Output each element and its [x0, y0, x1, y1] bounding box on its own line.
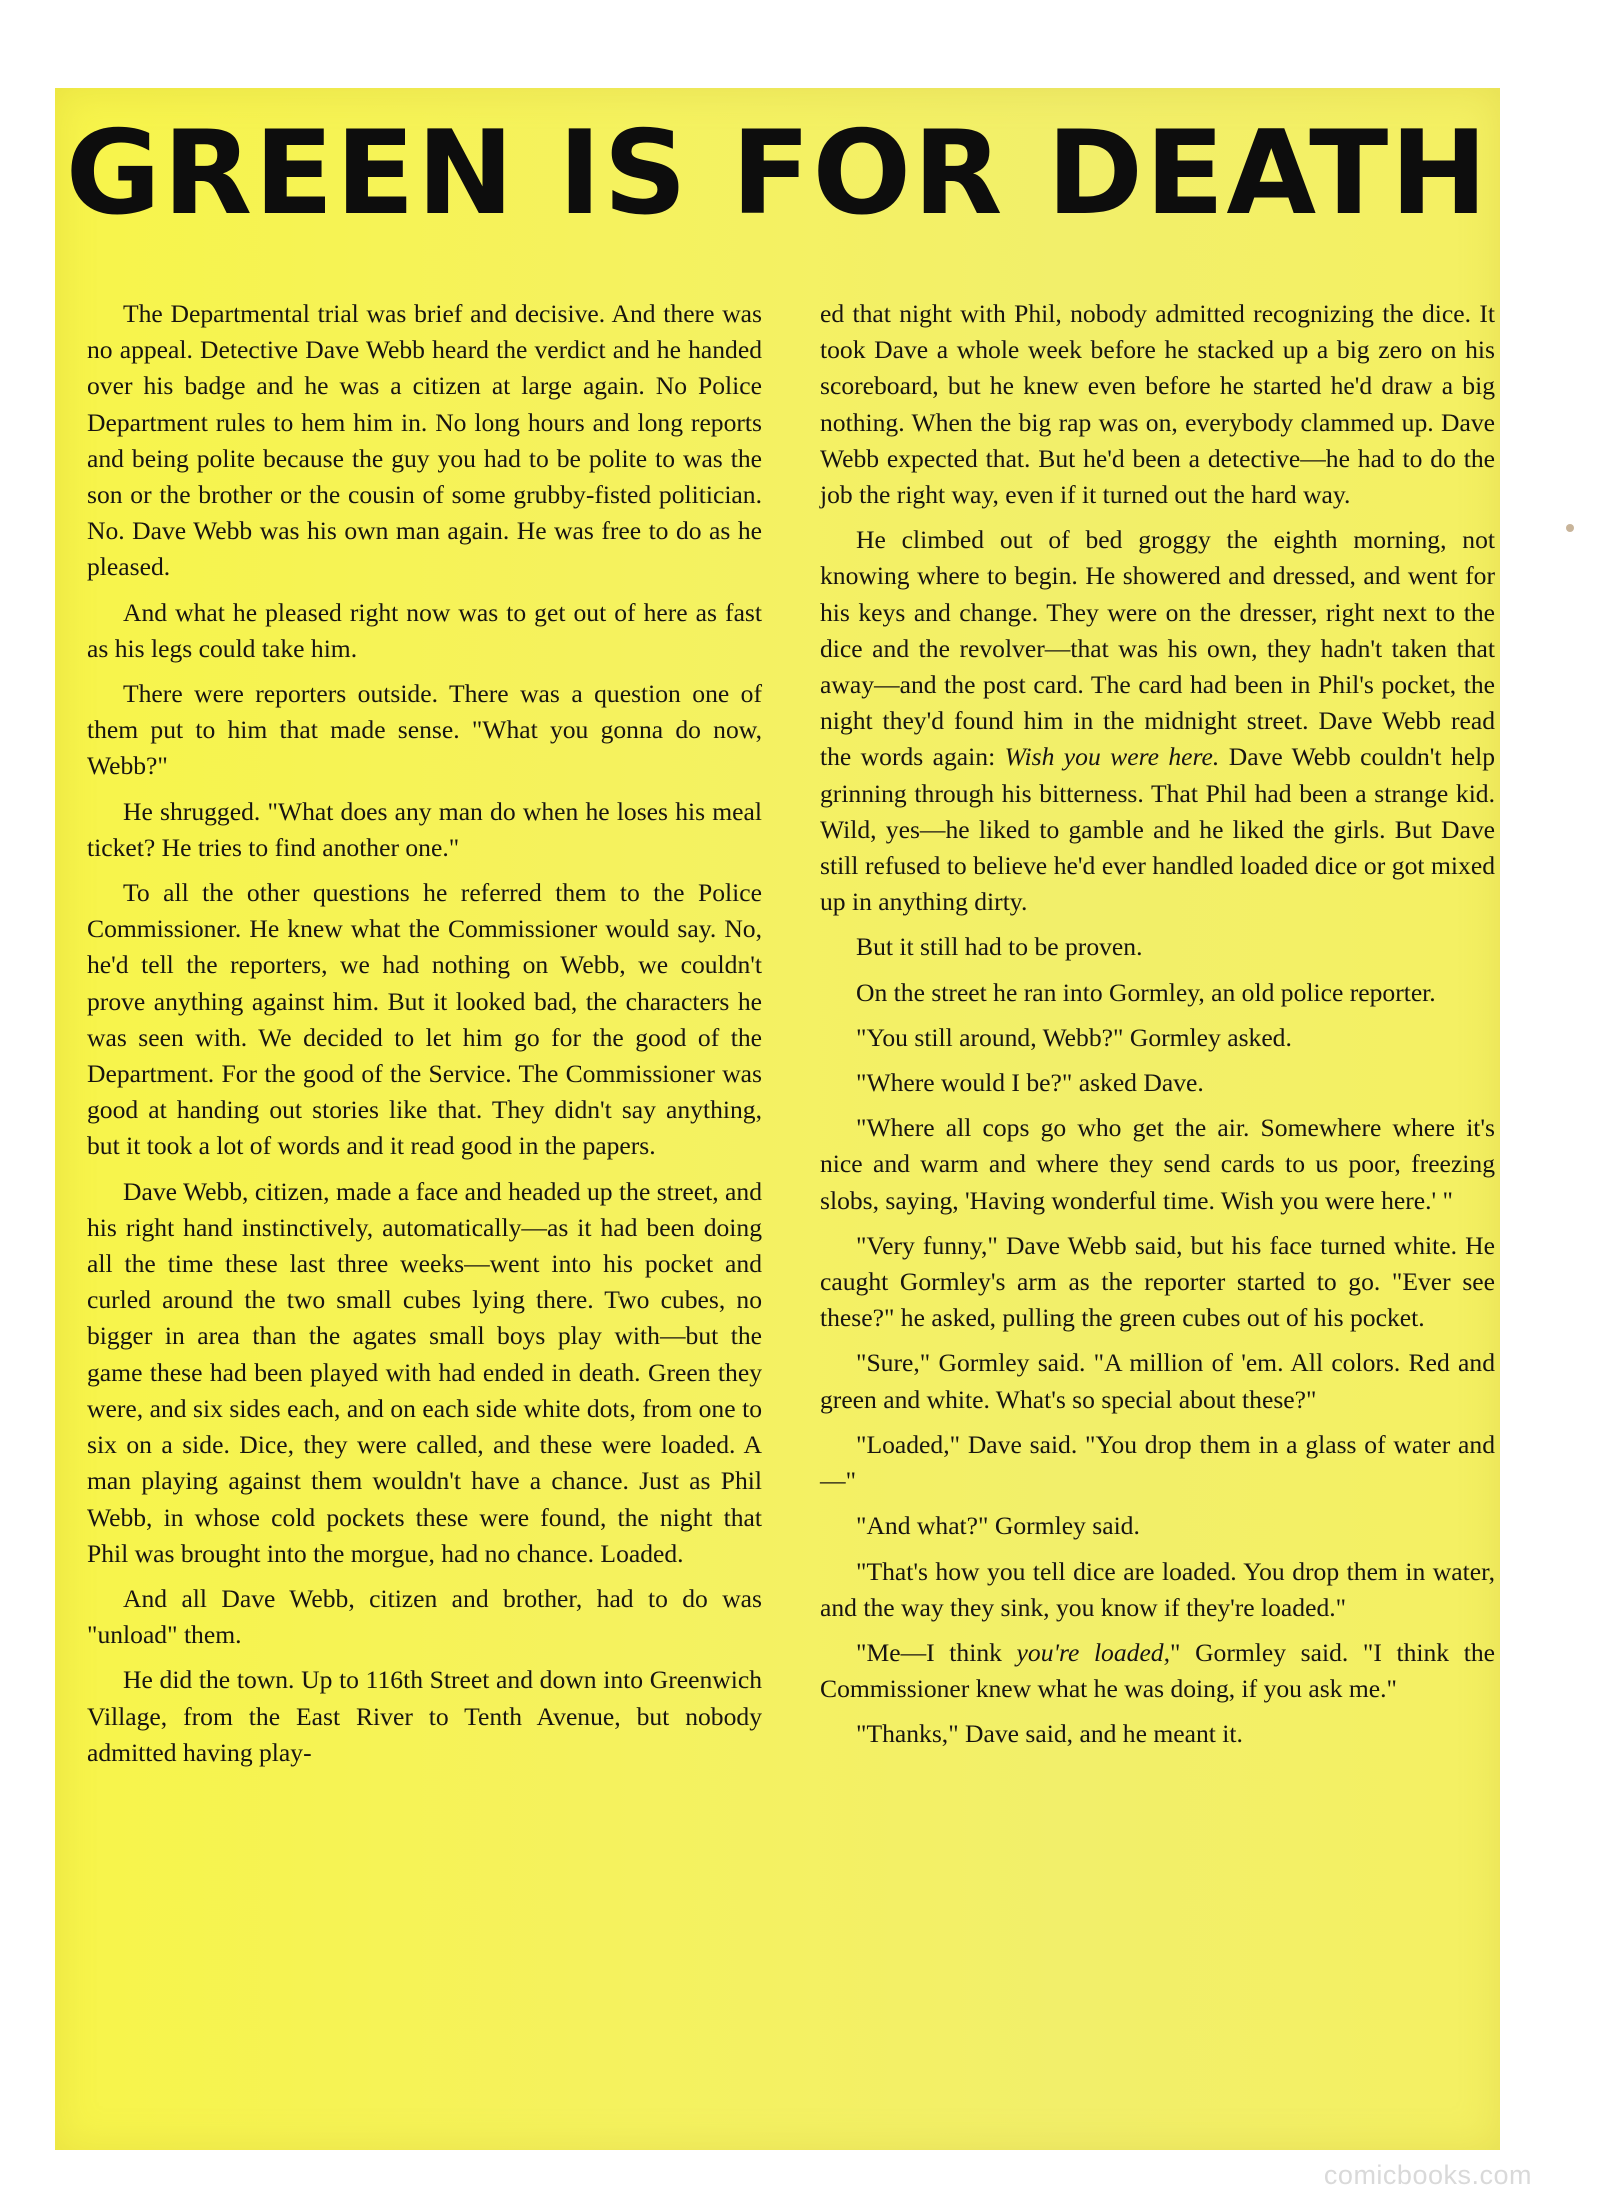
paragraph: "You still around, Webb?" Gormley asked. [856, 1022, 1292, 1052]
paragraph: Dave Webb, citizen, made a face and headed up the street, and his right hand instinctively, automatically—as it had been doing all the time these last three weeks—went into his pocket and curled around the two small cubes lying there. Two cubes, no bigger in area than the agates small boys play with—but the game these had been played with had ended in death. Green they were, and six sides each, and on each side white dots, from one to six on a side. Dice, they were called, and these were loaded. A man playing against them wouldn't have a chance. Just as Phil Webb, in whose cold pockets these were found, the night that Phil was brought into the morgue, had no chance. Loaded. [87, 1176, 762, 1568]
paragraph-continued: ed that night with Phil, nobody admitted recognizing the dice. It took Dave a whole week before he stacked up a big zero on his scoreboard, but he knew even before he started he'd draw a big nothing. When the big rap was on, everybody clammed up. Dave Webb expected that. But he'd been a detective—he had to do the job the right way, even if it turned out the hard way. [820, 299, 1495, 510]
postcard-quote: Wish you were here. [1004, 742, 1220, 772]
paragraph: There were reporters outside. There was a question one of them put to him that made sense. "What you gonna do now, Webb?" [87, 679, 762, 781]
text-run: Dave Webb couldn't help grinning through his bitterness. That Phil had been a strange kid. Wild, yes—he liked to gamble and he liked the girls. But Dave still refused to believe he'd ever handled loaded dice or got mixed up in anything dirty. [820, 742, 1496, 917]
paragraph: But it still had to be proven. [856, 932, 1143, 962]
text-run: "Me—I think [856, 1637, 1017, 1667]
paragraph: "That's how you tell dice are loaded. You drop them in water, and the way they sink, you know if they're loaded." [820, 1556, 1495, 1622]
paragraph: "Where all cops go who get the air. Somewhere where it's nice and warm and where they send cards to us poor, freezing slobs, saying, 'Having wonderful time. Wish you were here.' " [820, 1113, 1495, 1215]
paragraph: And what he pleased right now was to get out of here as fast as his legs could take him. [87, 597, 762, 663]
print-speck [1566, 524, 1574, 532]
paragraph: He shrugged. "What does any man do when he loses his meal ticket? He tries to find another one." [87, 796, 762, 862]
text-run: " Gormley said. "I think the Commissioner knew what he was doing, if you ask me." [820, 1637, 1495, 1704]
paragraph: "Loaded," Dave said. "You drop them in a glass of water and—" [820, 1429, 1495, 1496]
emphasis: you're loaded, [1016, 1637, 1170, 1667]
paragraph: On the street he ran into Gormley, an old police reporter. [856, 977, 1436, 1007]
right-column [820, 296, 1495, 1762]
paragraph: And all Dave Webb, citizen and brother, had to do was "unload" them. [87, 1583, 762, 1650]
paragraph: "Thanks," Dave said, and he meant it. [856, 1719, 1243, 1749]
paragraph: "Very funny," Dave Webb said, but his face turned white. He caught Gormley's arm as the reporter started to go. "Ever see these?" he asked, pulling the green cubes out of his pocket. [820, 1230, 1495, 1333]
paragraph: To all the other questions he referred them to the Police Commissioner. He knew what the Commissioner would say. No, he'd tell the reporters, we had nothing on Webb, we couldn't prove anything against him. But it looked bad, the characters he was seen with. We decided to let him go for the good of the Department. For the good of the Service. The Commissioner was good at handing out stories like that. They didn't say anything, but it took a lot of words and it read good in the papers. [87, 878, 762, 1161]
paragraph: The Departmental trial was brief and decisive. And there was no appeal. Detective Dave Webb heard the verdict and he handed over his badge and he was a citizen at large again. No Police Department rules to hem him in. No long hours and long reports and being polite because the guy you had to be polite to was the son or the brother or the cousin of some grubby-fisted politician. No. Dave Webb was his own man again. He was free to do as he pleased. [87, 299, 762, 582]
story-page [55, 88, 1500, 2150]
story-title: GREEN IS FOR DEATH [65, 106, 1490, 241]
text-run: He climbed out of bed groggy the eighth morning, not knowing where to begin. He showered and dressed, and went for his keys and change. They were on the dresser, right next to the dice and the revolver—that was his own, they hadn't taken that away—and the post card. The card had been in Phil's pocket, the night they'd found him in the midnight street. Dave Webb read the words again: [820, 525, 1495, 772]
paragraph [820, 1635, 1495, 1707]
paragraph: "Sure," Gormley said. "A million of 'em. All colors. Red and green and white. What's so special about these?" [820, 1348, 1495, 1414]
paragraph: "And what?" Gormley said. [856, 1511, 1140, 1541]
left-column [87, 296, 762, 1780]
site-watermark: comicbooks.com [1323, 2160, 1532, 2190]
paragraph [820, 522, 1495, 920]
paragraph: He did the town. Up to 116th Street and down into Greenwich Village, from the East River to Tenth Avenue, but nobody admitted having play- [87, 1665, 762, 1767]
paragraph: "Where would I be?" asked Dave. [856, 1068, 1204, 1098]
